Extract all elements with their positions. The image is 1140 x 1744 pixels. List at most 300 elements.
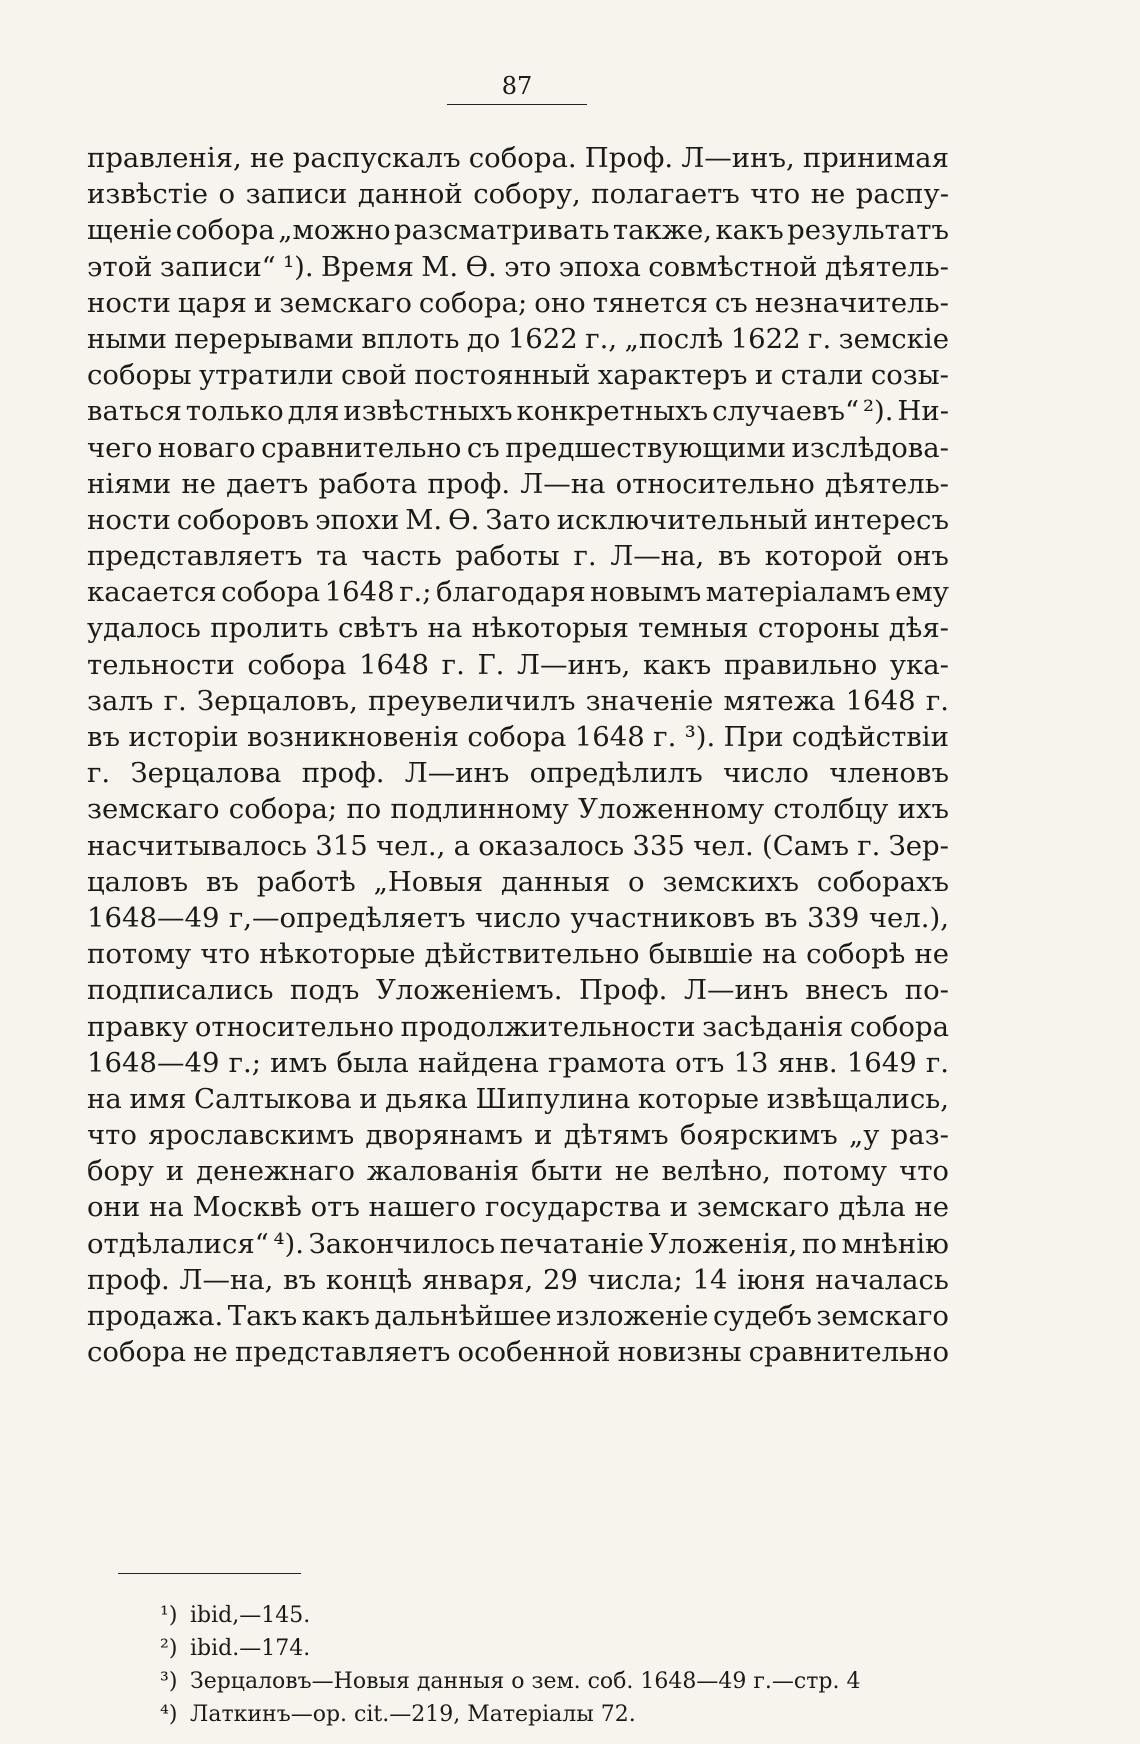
word: 14 <box>692 1263 728 1296</box>
word: утратили <box>198 359 334 392</box>
word: дьяка <box>385 1082 468 1115</box>
word: опредѣлилъ <box>529 757 703 790</box>
word: случаевъ“ <box>712 395 860 428</box>
word: января, <box>421 1263 534 1296</box>
word: мятежа <box>723 684 836 717</box>
word: янв. <box>777 1046 838 1079</box>
word: чел., <box>375 829 446 862</box>
word: Зерцалова <box>130 757 282 790</box>
word: Г. <box>477 648 505 681</box>
text-line <box>87 538 949 574</box>
text-line <box>87 683 949 719</box>
text-line <box>87 321 949 357</box>
word: отдѣлалися“ <box>87 1227 269 1260</box>
word: что <box>899 1155 949 1188</box>
word: соборовъ <box>176 503 310 536</box>
word: г. <box>441 648 465 681</box>
word: засѣданія <box>702 1010 844 1043</box>
word: значеніе <box>585 684 714 717</box>
word: данныя <box>500 865 611 898</box>
footnote-text: ibid.—174. <box>190 1636 311 1661</box>
word: Л—на, <box>179 1263 274 1296</box>
word: Зато <box>485 503 551 536</box>
word: Л—на, <box>610 540 705 573</box>
word: боярскимъ <box>679 1119 838 1152</box>
word: г. <box>573 540 597 573</box>
word: „у <box>848 1119 880 1152</box>
word: эпоха <box>558 250 641 283</box>
word: на <box>87 1082 122 1115</box>
word: ²). <box>862 395 894 428</box>
text-line <box>87 1045 949 1081</box>
word: нѣкоторые <box>259 938 416 971</box>
word: дѣятель- <box>824 250 949 283</box>
word: въ <box>718 540 751 573</box>
word: дѣя- <box>888 612 949 645</box>
text-line <box>87 1226 949 1262</box>
word: относительно <box>615 467 815 500</box>
text-line <box>87 176 949 212</box>
word: участниковъ <box>570 901 756 934</box>
word: мнѣнію <box>841 1227 949 1260</box>
word: интересъ <box>814 503 949 536</box>
text-line <box>87 430 949 466</box>
text-line <box>87 972 949 1008</box>
text-line <box>87 393 949 429</box>
word: записи <box>245 178 348 211</box>
word: только <box>185 395 284 428</box>
word: какъ <box>301 1300 370 1332</box>
word: продолжительности <box>400 1010 696 1043</box>
word: Уложеніемъ. <box>375 974 563 1007</box>
word: 1648—49 <box>87 901 220 934</box>
word: часть <box>361 540 442 573</box>
word: что <box>750 178 801 211</box>
word: М. <box>421 250 459 283</box>
word: данной <box>357 178 463 211</box>
word: проф. <box>301 757 385 790</box>
word: правильно <box>723 648 878 681</box>
word: эпохи <box>315 503 400 536</box>
word: изслѣдова- <box>791 431 949 464</box>
word: о <box>628 865 645 898</box>
word: соборѣ <box>806 938 906 971</box>
footnote <box>160 1632 920 1665</box>
word: чел. <box>693 829 754 862</box>
word: потому <box>782 1155 888 1188</box>
word: исторіи <box>128 721 239 753</box>
word: ными <box>87 322 167 355</box>
word: Закончилось <box>308 1227 496 1260</box>
word: принимая <box>802 142 949 174</box>
word: онъ <box>896 540 949 573</box>
word: Шипулина <box>475 1082 631 1115</box>
word: г,—опредѣляетъ <box>228 901 466 934</box>
word: по <box>802 1227 837 1260</box>
word: денежнаго <box>196 1155 355 1188</box>
text-line <box>87 502 949 538</box>
word: не <box>193 1336 228 1369</box>
word: правку <box>87 1010 189 1043</box>
word: ніями <box>87 467 172 500</box>
text-line <box>87 647 949 683</box>
word: г.; <box>399 576 432 609</box>
word: въ <box>87 721 120 753</box>
word: не <box>810 178 846 211</box>
word: ука- <box>889 648 949 681</box>
page-number: 87 <box>501 72 533 100</box>
word: Ни- <box>897 395 949 428</box>
word: на <box>762 938 798 971</box>
word: и <box>754 359 774 392</box>
word: работѣ <box>256 865 356 898</box>
word: велѣно, <box>661 1155 771 1188</box>
word: возникновенія <box>246 721 459 753</box>
word: печатаніе <box>499 1227 644 1260</box>
word: изложеніе <box>556 1300 709 1332</box>
word: и <box>253 286 273 319</box>
word: г. <box>87 757 111 790</box>
word: собора; <box>418 286 528 319</box>
word: стороны <box>757 612 880 645</box>
word: и <box>165 1155 185 1188</box>
word: ¹). <box>283 250 314 283</box>
word: въ <box>205 865 239 898</box>
word: незначитель- <box>754 286 949 319</box>
text-line <box>87 936 949 972</box>
word: тянется <box>592 286 708 319</box>
word: совмѣстной <box>648 250 818 283</box>
footnote-text: Зерцаловъ—Новыя данныя о зем. соб. 1648—49 г.—стр. 4 <box>190 1669 861 1694</box>
word: правленія, <box>87 142 242 174</box>
text-line <box>87 574 949 610</box>
word: а <box>453 829 470 862</box>
word: оно <box>534 286 586 319</box>
word: и <box>534 1119 553 1152</box>
word: Такъ <box>227 1300 298 1332</box>
word: относительно <box>194 1010 395 1043</box>
text-line <box>87 285 949 321</box>
word: найдена <box>417 1046 539 1079</box>
word: Л—инъ, <box>517 648 631 681</box>
text-line <box>87 212 949 248</box>
word: числа; <box>587 1263 683 1296</box>
word: извѣстіе <box>87 178 209 211</box>
word: „Новыя <box>373 865 484 898</box>
word: дѣйствительно <box>424 938 640 971</box>
word: созы- <box>870 359 949 392</box>
word: оказалось <box>478 829 625 862</box>
word: собора <box>175 214 275 247</box>
body-text <box>87 140 949 1370</box>
word: Ѳ. <box>448 503 480 536</box>
word: работа <box>318 467 418 500</box>
word: 335 <box>632 829 685 862</box>
word: какъ <box>642 648 712 681</box>
word: 1622 <box>730 322 801 355</box>
text-line <box>87 719 949 755</box>
word: ³). <box>684 721 716 753</box>
word: собору, <box>473 178 581 211</box>
word: матеріаламъ <box>705 576 891 609</box>
word: извѣстныхъ <box>343 395 513 428</box>
text-line <box>87 1153 949 1189</box>
word: что <box>87 1119 137 1152</box>
word: и <box>359 1082 378 1115</box>
word: подлинному <box>390 793 569 826</box>
word: соборахъ <box>816 865 949 898</box>
word: г. <box>925 684 949 717</box>
word: щеніе <box>87 214 173 247</box>
text-line <box>87 1334 949 1370</box>
word: бору <box>87 1155 154 1188</box>
word: представляетъ <box>87 540 303 573</box>
text-line <box>87 1117 949 1153</box>
word: 1648 <box>324 576 395 609</box>
word: даетъ <box>226 467 309 500</box>
word: Л—на <box>520 467 606 500</box>
word: перерывами <box>174 322 354 355</box>
word: г. <box>925 1046 949 1079</box>
word: подписались <box>87 974 274 1007</box>
word: характеръ <box>597 359 748 392</box>
word: дѣятель- <box>824 467 949 500</box>
word: насчитывалось <box>87 829 308 862</box>
word: Зер- <box>888 829 949 862</box>
word: г.; <box>228 1046 262 1079</box>
word: г. <box>808 322 832 355</box>
word: чего <box>87 431 153 464</box>
word: дѣла <box>838 1191 906 1224</box>
word: подъ <box>290 974 360 1007</box>
word: внесъ <box>805 974 889 1007</box>
word: Уложенія, <box>648 1227 798 1260</box>
word: членовъ <box>829 757 949 790</box>
word: проф. <box>427 467 511 500</box>
word: столбцу <box>773 793 889 826</box>
word: М. <box>405 503 443 536</box>
word: соборы <box>87 359 192 392</box>
footnote-mark: ³) <box>160 1669 178 1694</box>
word: Л—инъ <box>684 974 789 1007</box>
word: цаловъ <box>87 865 189 898</box>
word: новаго <box>157 431 256 464</box>
word: для <box>287 395 340 428</box>
word: содѣйствіи <box>791 721 949 753</box>
word: ярославскимъ <box>148 1119 355 1152</box>
word: имъ <box>270 1046 328 1079</box>
word: земскаго <box>279 286 412 319</box>
word: собора <box>247 648 347 681</box>
word: удалось <box>87 612 201 645</box>
word: по- <box>904 974 949 1007</box>
text-line <box>87 140 949 176</box>
footnote-mark: ⁴) <box>160 1702 178 1727</box>
footnote-mark: ¹) <box>160 1603 178 1628</box>
word: 1648—49 <box>87 1046 220 1079</box>
word: до <box>466 322 501 355</box>
word: 339 <box>806 901 860 934</box>
text-line <box>87 1262 949 1298</box>
footnote-separator <box>118 1573 301 1574</box>
word: 315 <box>315 829 368 862</box>
word: дальнѣйшее <box>374 1300 552 1332</box>
word: Зерцаловъ, <box>196 684 358 717</box>
word: царя <box>177 286 247 319</box>
word: не <box>914 1191 949 1224</box>
text-line <box>87 864 949 900</box>
word: въ <box>764 901 798 934</box>
word: съ <box>466 431 500 464</box>
word: собора; <box>228 793 338 826</box>
word: (Самъ <box>761 829 850 862</box>
word: благодаря <box>436 576 586 609</box>
text-line <box>87 1009 949 1045</box>
word: земскаго <box>816 1300 949 1332</box>
footnote <box>160 1599 920 1632</box>
word: началась <box>815 1263 949 1296</box>
word: что <box>200 938 251 971</box>
word: конкретныхъ <box>516 395 709 428</box>
word: собора <box>87 1336 187 1369</box>
word: Л—инъ <box>404 757 510 790</box>
footnote-text: ibid,—145. <box>190 1603 311 1628</box>
word: ⁴). <box>273 1227 304 1260</box>
footnotes <box>160 1599 920 1731</box>
word: собора <box>849 1010 949 1043</box>
word: продажа. <box>87 1300 224 1332</box>
word: особенной <box>457 1336 611 1369</box>
page-number-rule <box>447 104 587 105</box>
word: исключительный <box>556 503 809 536</box>
word: которые <box>637 1082 760 1115</box>
word: не <box>614 1155 650 1188</box>
word: распу- <box>855 178 949 211</box>
word: 1622 <box>507 322 578 355</box>
word: дворянамъ <box>365 1119 523 1152</box>
word: 1649 <box>846 1046 917 1079</box>
word: съ <box>714 286 748 319</box>
word: ваться <box>87 395 182 428</box>
word: Ѳ. <box>465 250 497 283</box>
word: проф. <box>87 1263 170 1296</box>
word: въ <box>283 1263 317 1296</box>
text-line <box>87 1298 949 1334</box>
word: отъ <box>310 1191 360 1224</box>
word: собора <box>221 576 321 609</box>
word: Проф. <box>579 974 668 1007</box>
word: извѣщались, <box>766 1082 949 1115</box>
word: полагаетъ <box>591 178 740 211</box>
word: 1648 <box>845 684 916 717</box>
word: ности <box>87 286 171 319</box>
word: нѣкоторыя <box>471 612 629 645</box>
word: ности <box>87 503 171 536</box>
word: стали <box>780 359 864 392</box>
word: была <box>336 1046 409 1079</box>
word: по <box>346 793 382 826</box>
word: бывшіе <box>648 938 754 971</box>
word: имя <box>129 1082 187 1115</box>
word: 13 <box>733 1046 769 1079</box>
text-line <box>87 357 949 393</box>
text-line <box>87 828 949 864</box>
word: новымъ <box>590 576 702 609</box>
word: земскіе <box>838 322 949 355</box>
word: потому <box>87 938 192 971</box>
word: тельности <box>87 648 235 681</box>
word: свѣтъ <box>338 612 419 645</box>
word: „послѣ <box>624 322 724 355</box>
word: г., <box>585 322 618 355</box>
word: земскаго <box>87 793 220 826</box>
footnote <box>160 1665 920 1698</box>
word: о <box>218 178 236 211</box>
word: государства <box>484 1191 661 1224</box>
text-line <box>87 466 949 502</box>
word: дѣтямъ <box>563 1119 669 1152</box>
word: разсматривать <box>394 214 610 247</box>
text-line <box>87 249 949 285</box>
word: результатъ <box>787 214 949 247</box>
word: и <box>669 1191 689 1224</box>
word: Л—инъ, <box>681 142 795 174</box>
word: постоянный <box>414 359 591 392</box>
word: темныя <box>638 612 749 645</box>
word: г. <box>163 684 187 717</box>
word: это <box>504 250 552 283</box>
word: вплоть <box>361 322 460 355</box>
word: залъ <box>87 684 154 717</box>
word: Москвѣ <box>192 1191 302 1224</box>
word: которой <box>764 540 883 573</box>
word: преувеличилъ <box>368 684 576 717</box>
word: собора. <box>468 142 577 174</box>
word: нашего <box>368 1191 477 1224</box>
word: также, <box>612 214 712 247</box>
word: на <box>148 1191 184 1224</box>
word: При <box>723 721 784 753</box>
word: собора <box>467 721 567 753</box>
word: быти <box>530 1155 603 1188</box>
footnote <box>160 1698 920 1731</box>
word: земскаго <box>696 1191 830 1224</box>
word: они <box>87 1191 141 1224</box>
text-line <box>87 755 949 791</box>
word: концѣ <box>325 1263 413 1296</box>
word: пролить <box>210 612 329 645</box>
word: сравнительно <box>748 1336 949 1369</box>
word: на <box>427 612 463 645</box>
word: свой <box>341 359 407 392</box>
word: 1648 <box>574 721 645 753</box>
word: записи“ <box>159 250 276 283</box>
word: ему <box>895 576 949 609</box>
word: грамота <box>548 1046 667 1079</box>
text-line <box>87 1189 949 1225</box>
word: г. <box>653 721 677 753</box>
word: новизны <box>617 1336 742 1369</box>
word: 1648 <box>359 648 430 681</box>
word: Время <box>320 250 414 283</box>
text-line <box>87 610 949 646</box>
word: та <box>316 540 348 573</box>
text-line <box>87 900 949 936</box>
word: Проф. <box>584 142 674 174</box>
word: Салтыкова <box>193 1082 352 1115</box>
word: отъ <box>675 1046 725 1079</box>
word: 29 <box>542 1263 578 1296</box>
